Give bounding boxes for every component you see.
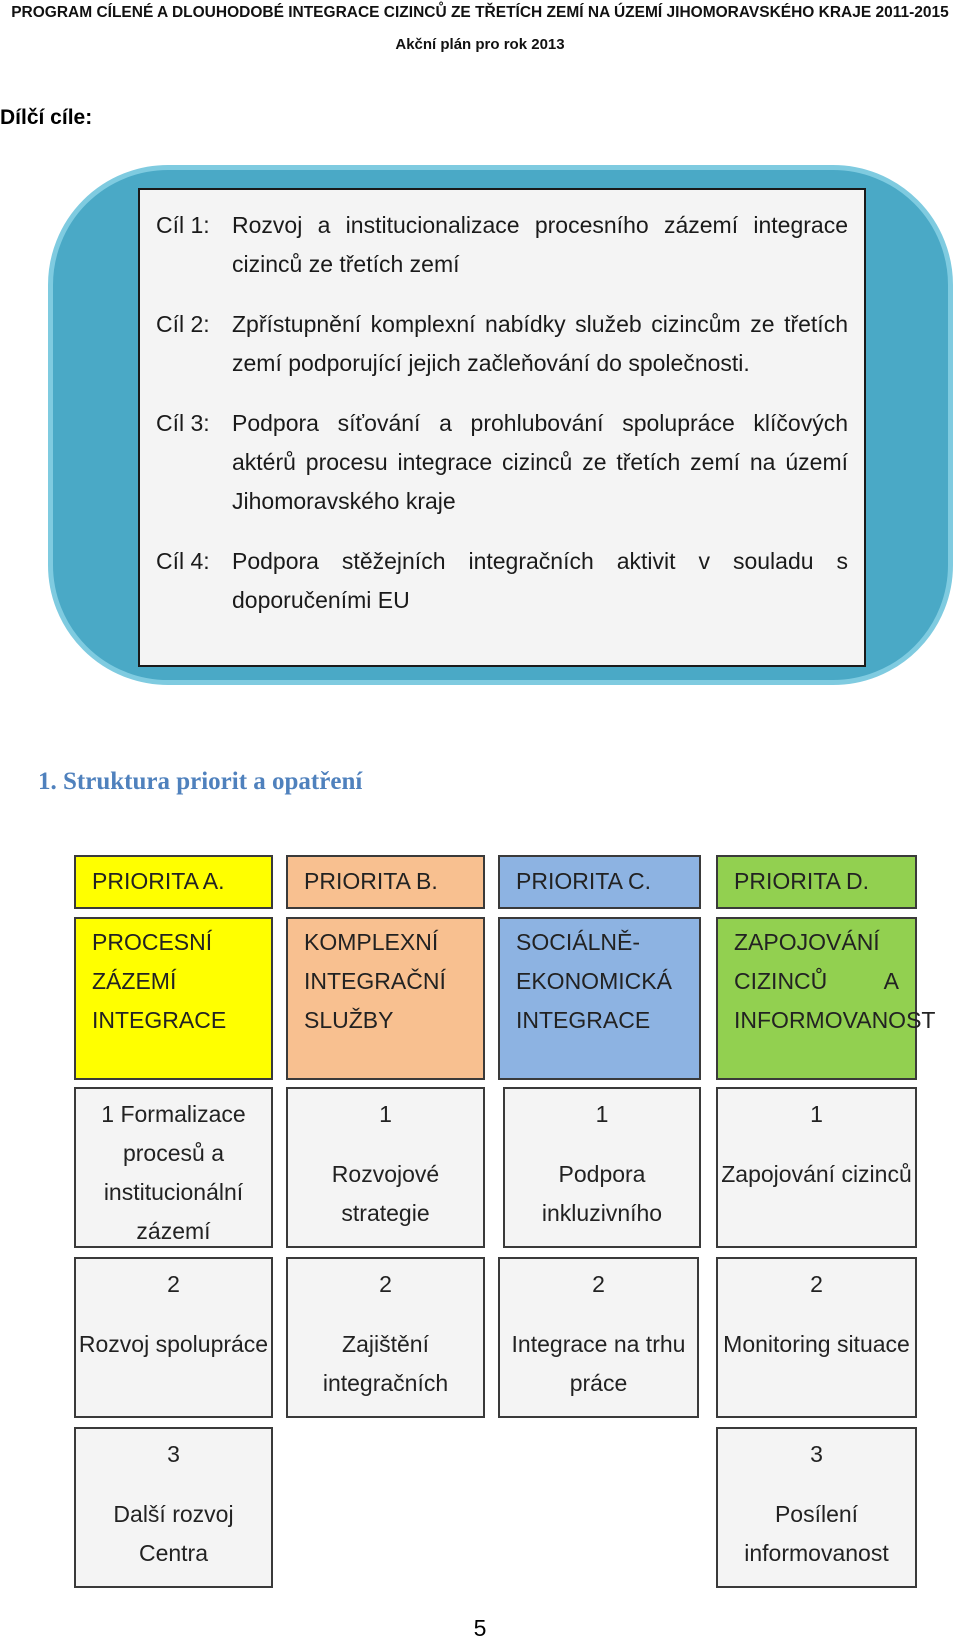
measure-a-3 [74, 1427, 273, 1588]
measure-number: 2 [810, 1271, 823, 1297]
measure-text: Integrace na trhu práce [511, 1331, 686, 1396]
measure-text: Další rozvoj Centra [113, 1501, 234, 1566]
goal-text: Podpora síťování a prohlubování spolupráce klíčových aktérů procesu integrace cizinců ze třetích zemí na území Jihomoravského kraje [232, 410, 848, 514]
priority-a-header: PRIORITA A. [74, 855, 273, 909]
measure-text: Formalizace procesů a institucionální zázemí [103, 1101, 246, 1244]
page-number: 5 [473, 1615, 487, 1641]
measure-text: Monitoring situace [723, 1331, 910, 1357]
goal-item-3 [156, 404, 848, 521]
measure-text: Podpora inkluzivního [541, 1161, 663, 1226]
measure-number: 1 [595, 1101, 609, 1127]
measure-number: 1 [379, 1101, 392, 1127]
measure-number: 3 [167, 1441, 180, 1467]
goal-text: Zpřístupnění komplexní nabídky služeb cizincům ze třetích zemí podporující jejich začleňování do společnosti. [232, 311, 848, 376]
goal-label: Cíl 1: [156, 212, 210, 238]
goal-text: Rozvoj a institucionalizace procesního zázemí integrace cizinců ze třetích zemí [232, 212, 848, 277]
priority-c-name: SOCIÁLNĚ-EKONOMICKÁ INTEGRACE [498, 917, 701, 1080]
priority-b-header: PRIORITA B. [286, 855, 485, 909]
measure-a-2 [74, 1257, 273, 1418]
goal-label: Cíl 3: [156, 410, 210, 436]
measure-number: 2 [379, 1271, 392, 1297]
goal-text: Podpora stěžejních integračních aktivit v souladu s doporučeními EU [232, 548, 848, 613]
priority-a-name: PROCESNÍ ZÁZEMÍ INTEGRACE [74, 917, 273, 1080]
priority-d-header: PRIORITA D. [716, 855, 917, 909]
measure-number: 3 [810, 1441, 823, 1467]
measure-number: 1 [101, 1101, 115, 1127]
measure-text: Rozvojové strategie [331, 1161, 440, 1226]
document-header-title: PROGRAM CÍLENÉ A DLOUHODOBÉ INTEGRACE CIZINCŮ ZE TŘETÍCH ZEMÍ NA ÚZEMÍ JIHOMORAVSKÉHO KRAJE 2011-2015 [11, 4, 949, 21]
goal-item-4 [156, 542, 848, 620]
goal-label: Cíl 2: [156, 311, 210, 337]
priority-b-name: KOMPLEXNÍ INTEGRAČNÍ SLUŽBY [286, 917, 485, 1080]
goal-item-1 [156, 206, 848, 284]
measure-d-3 [716, 1427, 917, 1588]
measure-number: 2 [592, 1271, 605, 1297]
measure-c-1 [503, 1087, 701, 1248]
measure-b-1 [286, 1087, 485, 1248]
priority-d-name: ZAPOJOVÁNÍ CIZINCŮ A INFORMOVANOST [716, 917, 917, 1080]
goals-box [138, 188, 866, 667]
priority-c-header: PRIORITA C. [498, 855, 701, 909]
measure-text: Zajištění integračních [322, 1331, 449, 1396]
measure-text: Posílení informovanost [744, 1501, 889, 1566]
section-title: 1. Struktura priorit a opatření [38, 768, 363, 795]
document-header-subtitle: Akční plán pro rok 2013 [395, 36, 565, 53]
measure-c-2 [498, 1257, 699, 1418]
measure-b-2 [286, 1257, 485, 1418]
measure-number: 1 [810, 1101, 823, 1127]
goal-label: Cíl 4: [156, 548, 210, 574]
measure-number: 2 [167, 1271, 180, 1297]
subgoals-heading: Dílčí cíle: [0, 106, 93, 129]
goal-item-2 [156, 305, 848, 383]
measure-a-1 [74, 1087, 273, 1248]
measure-text: Rozvoj spolupráce [78, 1331, 269, 1357]
measure-text: Zapojování cizinců [721, 1161, 912, 1187]
measure-d-1 [716, 1087, 917, 1248]
measure-d-2 [716, 1257, 917, 1418]
